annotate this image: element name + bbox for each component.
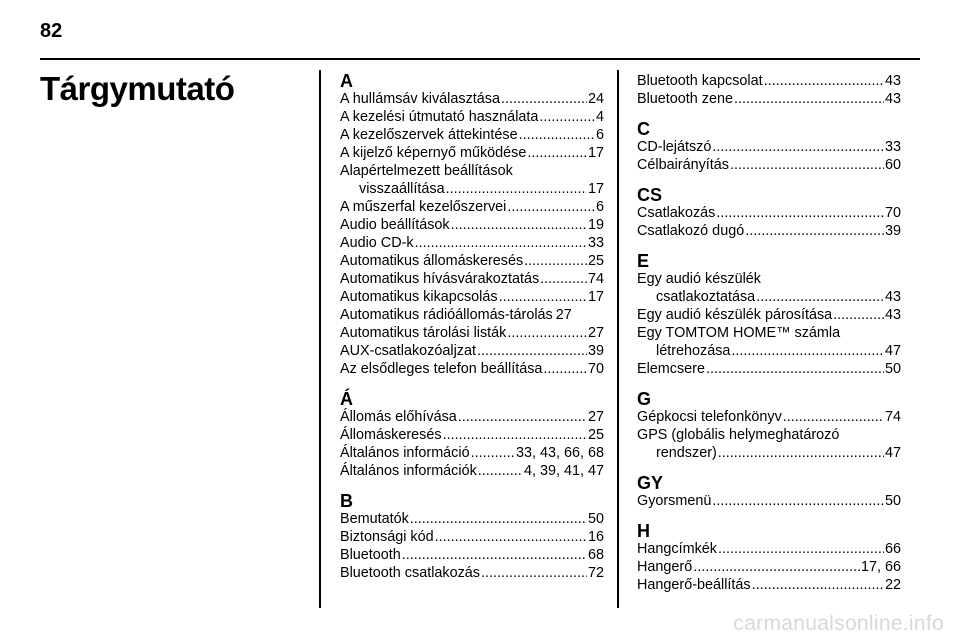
index-entry-term: Hangerő	[637, 559, 693, 575]
index-page-ref: 70	[587, 361, 604, 377]
index-entry-term: Állomás előhívása	[340, 409, 457, 425]
index-letter-heading: Á	[340, 389, 353, 409]
index-entry-text	[637, 324, 901, 342]
index-letter-heading: E	[637, 251, 650, 271]
index-letter-heading: CS	[637, 185, 663, 205]
dot-leader	[712, 138, 884, 156]
index-page-ref: 33	[587, 235, 604, 251]
index-entry-term: Automatikus rádióállomás-tárolás	[340, 307, 553, 323]
watermark: carmanualsonline.info	[733, 612, 944, 635]
index-entry	[637, 90, 901, 108]
index-entry	[340, 324, 604, 342]
index-page-ref: 39	[587, 343, 604, 359]
index-entry-term: Bluetooth csatlakozás	[340, 565, 480, 581]
index-page-ref: 47	[884, 445, 901, 461]
dot-leader	[478, 462, 523, 480]
dot-leader	[410, 510, 587, 528]
dot-leader	[783, 408, 884, 426]
dot-leader	[543, 360, 587, 378]
index-entry	[340, 360, 604, 378]
index-page-ref: 43	[884, 307, 901, 323]
index-page-ref: 4, 39, 41, 47	[523, 463, 604, 479]
index-page-ref: 16	[587, 529, 604, 545]
chapter-title: Tárgymutató	[40, 70, 235, 107]
index-column-2	[637, 72, 901, 594]
index-entry	[340, 126, 604, 144]
index-entry	[340, 564, 604, 582]
index-page-ref: 50	[587, 511, 604, 527]
index-page-ref: 68	[587, 547, 604, 563]
index-entry	[637, 72, 901, 90]
index-entry-continuation: létrehozása	[656, 343, 731, 359]
index-page-ref: 25	[587, 253, 604, 269]
index-letter-heading: B	[340, 491, 353, 511]
index-entry-term: Automatikus tárolási listák	[340, 325, 507, 341]
index-page-ref: 17	[587, 145, 604, 161]
index-letter-heading: H	[637, 521, 650, 541]
index-entry-text	[637, 426, 901, 444]
index-entry	[340, 306, 604, 324]
dot-leader	[499, 288, 587, 306]
index-page-ref: 43	[884, 289, 901, 305]
index-entry-term: Elemcsere	[637, 361, 705, 377]
index-entry-term: Az elsődleges telefon beállítása	[340, 361, 543, 377]
index-page-ref: 22	[884, 577, 901, 593]
dot-leader	[477, 342, 587, 360]
index-entry	[637, 444, 901, 462]
index-entry	[340, 252, 604, 270]
dot-leader	[471, 444, 515, 462]
index-entry	[637, 306, 901, 324]
index-entry-term: Automatikus állomáskeresés	[340, 253, 524, 269]
dot-leader	[730, 156, 884, 174]
index-page-ref: 25	[587, 427, 604, 443]
index-entry-text	[340, 162, 604, 180]
index-entry-term: A kezelési útmutató használata	[340, 109, 539, 125]
dot-leader	[833, 306, 884, 324]
column-divider-left	[319, 70, 321, 608]
index-page-ref: 33, 43, 66, 68	[515, 445, 604, 461]
index-entry	[340, 180, 604, 198]
dot-leader	[402, 546, 587, 564]
dot-leader	[693, 558, 860, 576]
index-entry	[340, 144, 604, 162]
index-entry-text	[637, 270, 901, 288]
index-entry	[637, 288, 901, 306]
index-page-ref: 17, 66	[860, 559, 901, 575]
dot-leader	[745, 222, 884, 240]
index-entry-term: AUX-csatlakozóaljzat	[340, 343, 476, 359]
dot-leader	[756, 288, 884, 306]
index-entry-term: Biztonsági kód	[340, 529, 434, 545]
index-entry-term: GPS (globális helymeghatározó	[637, 427, 840, 443]
index-page-ref: 43	[884, 91, 901, 107]
index-entry	[340, 462, 604, 480]
index-entry	[637, 342, 901, 360]
column-divider-right	[617, 70, 619, 608]
index-entry-term: Egy audió készülék	[637, 271, 761, 287]
index-entry-term: Bemutatók	[340, 511, 409, 527]
index-entry	[340, 510, 604, 528]
index-page-ref: 6	[595, 199, 604, 215]
index-entry-term: Bluetooth zene	[637, 91, 734, 107]
dot-leader	[443, 426, 587, 444]
index-page-ref: 47	[884, 343, 901, 359]
index-entry	[340, 444, 604, 462]
header-rule	[40, 58, 920, 60]
index-entry-term: Célbairányítás	[637, 157, 729, 173]
index-entry-term: Csatlakozó dugó	[637, 223, 745, 239]
index-entry	[340, 270, 604, 288]
index-entry-term: A hullámsáv kiválasztása	[340, 91, 500, 107]
dot-leader	[540, 270, 587, 288]
index-entry-term: Bluetooth	[340, 547, 401, 563]
index-letter-heading: C	[637, 119, 650, 139]
index-entry	[340, 198, 604, 216]
index-entry	[637, 222, 901, 240]
dot-leader	[752, 576, 884, 594]
index-entry	[340, 528, 604, 546]
dot-leader	[718, 540, 884, 558]
index-page-ref: 70	[884, 205, 901, 221]
index-entry	[340, 234, 604, 252]
index-entry	[637, 576, 901, 594]
index-entry-term: Hangcímkék	[637, 541, 717, 557]
index-entry-term: A kijelző képernyő működése	[340, 145, 527, 161]
index-entry-continuation: csatlakoztatása	[656, 289, 756, 305]
index-page-ref: 72	[587, 565, 604, 581]
index-entry-term: Hangerő-beállítás	[637, 577, 751, 593]
dot-leader	[415, 234, 587, 252]
dot-leader	[446, 180, 587, 198]
index-entry-term: Csatlakozás	[637, 205, 716, 221]
index-page-ref: 17	[587, 181, 604, 197]
index-page-ref: 74	[884, 409, 901, 425]
index-entry	[637, 204, 901, 222]
dot-leader	[718, 444, 884, 462]
page-number: 82	[40, 20, 63, 42]
index-entry	[637, 558, 901, 576]
dot-leader	[734, 90, 884, 108]
index-page-ref: 6	[595, 127, 604, 143]
index-entry-term: Audio CD-k	[340, 235, 414, 251]
index-entry-term: Bluetooth kapcsolat	[637, 73, 763, 89]
index-entry	[637, 360, 901, 378]
dot-leader	[712, 492, 884, 510]
dot-leader	[451, 216, 587, 234]
index-page-ref: 74	[587, 271, 604, 287]
dot-leader	[527, 144, 587, 162]
index-entry	[340, 342, 604, 360]
dot-leader	[501, 90, 587, 108]
dot-leader	[519, 126, 595, 144]
index-letter-heading: A	[340, 71, 353, 91]
index-entry	[637, 156, 901, 174]
index-entry	[340, 288, 604, 306]
index-page-ref: 33	[884, 139, 901, 155]
index-entry-term: A kezelőszervek áttekintése	[340, 127, 518, 143]
index-entry	[340, 426, 604, 444]
index-entry-continuation: visszaállítása	[359, 181, 445, 197]
index-entry-term: Állomáskeresés	[340, 427, 442, 443]
dot-leader	[539, 108, 595, 126]
index-entry-term: Gépkocsi telefonkönyv	[637, 409, 782, 425]
index-page-ref: 66	[884, 541, 901, 557]
index-column-1	[340, 72, 604, 582]
index-entry	[340, 216, 604, 234]
index-entry	[340, 90, 604, 108]
dot-leader	[716, 204, 884, 222]
dot-leader	[458, 408, 587, 426]
index-entry	[340, 108, 604, 126]
dot-leader	[764, 72, 884, 90]
dot-leader	[507, 324, 587, 342]
index-entry-term: Alapértelmezett beállítások	[340, 163, 513, 179]
index-entry-term: Automatikus kikapcsolás	[340, 289, 498, 305]
index-entry-term: Egy audió készülék párosítása	[637, 307, 833, 323]
index-entry-term: Általános információk	[340, 463, 477, 479]
index-entry	[637, 492, 901, 510]
index-page-ref: 43	[884, 73, 901, 89]
dot-leader	[481, 564, 587, 582]
index-page-ref: 19	[587, 217, 604, 233]
index-page-ref: 24	[587, 91, 604, 107]
index-entry	[637, 138, 901, 156]
index-page-ref: 50	[884, 361, 901, 377]
index-page-ref: 60	[884, 157, 901, 173]
index-entry	[637, 408, 901, 426]
index-entry	[340, 408, 604, 426]
index-entry-term: A műszerfal kezelőszervei	[340, 199, 507, 215]
index-entry-term: Egy TOMTOM HOME™ számla	[637, 325, 841, 341]
dot-leader	[706, 360, 884, 378]
index-page-ref: 39	[884, 223, 901, 239]
index-page-ref: 4	[595, 109, 604, 125]
index-entry-term: Audio beállítások	[340, 217, 450, 233]
index-entry	[340, 546, 604, 564]
dot-leader	[435, 528, 587, 546]
index-page-ref: 27	[587, 409, 604, 425]
index-letter-heading: G	[637, 389, 652, 409]
dot-leader	[731, 342, 884, 360]
index-entry-term: CD-lejátszó	[637, 139, 712, 155]
dot-leader	[507, 198, 595, 216]
index-entry-term: Automatikus hívásvárakoztatás	[340, 271, 540, 287]
dot-leader	[524, 252, 587, 270]
index-entry-continuation: rendszer)	[656, 445, 717, 461]
index-page-ref: 27	[587, 325, 604, 341]
index-entry-term: Általános információ	[340, 445, 470, 461]
index-page-ref: 17	[587, 289, 604, 305]
index-entry-term: Gyorsmenü	[637, 493, 712, 509]
index-page-ref: 50	[884, 493, 901, 509]
index-letter-heading: GY	[637, 473, 664, 493]
index-page-ref: 27	[555, 307, 572, 323]
index-entry	[637, 540, 901, 558]
